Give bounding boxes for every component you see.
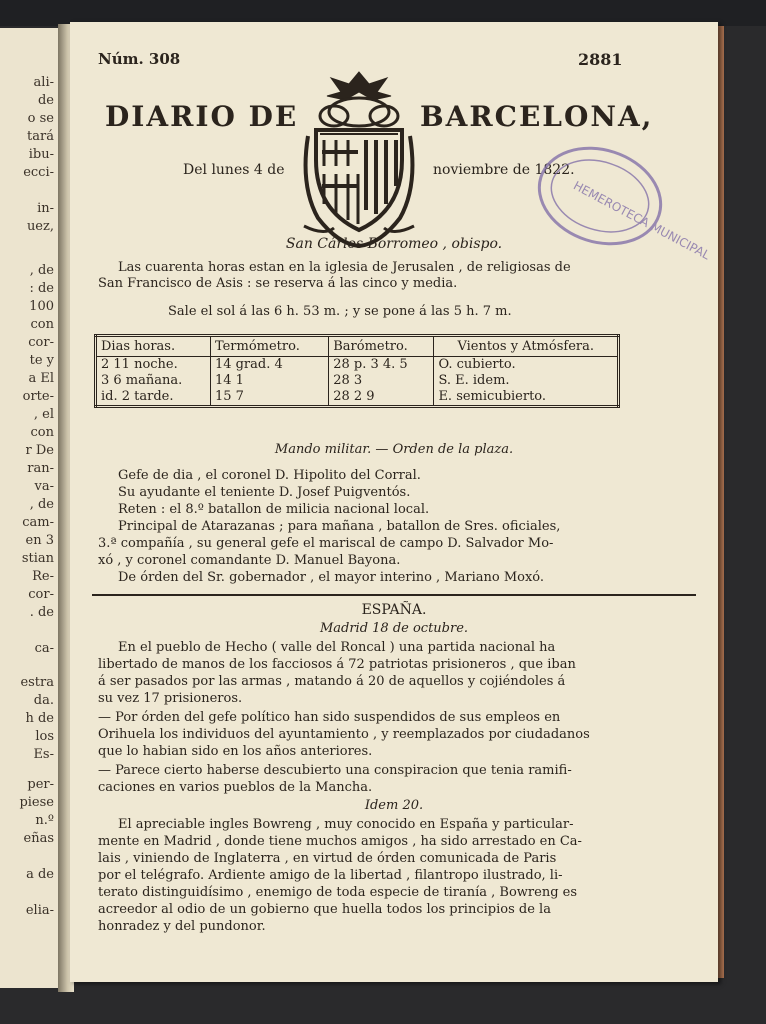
military-heading: Mando militar. — Orden de la plaza. [274, 442, 514, 457]
left-page-fragment: orte- [22, 389, 54, 404]
section-heading-espana: ESPAÑA. [361, 602, 427, 618]
military-line: Principal de Atarazanas ; para mañana , batallon de Sres. oficiales, [118, 519, 561, 534]
left-page-fragment: , de [29, 497, 54, 512]
article-line: libertado de manos de los facciosos á 72 patriotas prisioneros , que iban [98, 657, 576, 672]
article-line: honradez y del pundonor. [98, 919, 266, 934]
left-page-fragment: r De [25, 443, 54, 458]
left-page-fragment: cam- [22, 515, 54, 530]
col-dias-horas: Dias horas. [96, 336, 211, 357]
weather-header-row [96, 336, 619, 357]
left-page-fragment: va- [34, 479, 54, 494]
saint-of-day: San Cárlos Borromeo , obispo. [285, 236, 503, 252]
masthead-title-left: DIARIO DE [105, 100, 299, 133]
article-line: terato distinguidísimo , enemigo de toda especie de tiranía , Bowreng es [98, 885, 578, 900]
left-page-fragment: los [35, 729, 54, 744]
masthead-title-right: BARCELONA, [420, 100, 654, 133]
article-line: El apreciable ingles Bowreng , muy conocido en España y particular- [118, 817, 574, 832]
left-page-fragment: ran- [27, 461, 54, 476]
table-cell: 28 2 9 [329, 389, 434, 407]
date-line-right: noviembre de 1822. [433, 162, 575, 178]
section-divider [92, 594, 696, 596]
left-page-fragment: stian [21, 551, 54, 566]
left-page-fragment: 100 [29, 299, 54, 314]
stamp-text: HEMEROTECA MUNICIPAL [571, 178, 713, 263]
left-page-fragment: con [30, 425, 54, 440]
forty-hours-line-2: San Francisco de Asis : se reserva á las cinco y media. [98, 276, 458, 291]
article-line: lais , viniendo de Inglaterra , en virtud de órden comunicada de Paris [98, 851, 557, 866]
barcelona-coat-of-arms-icon [296, 66, 422, 250]
military-line: xó , y coronel comandante D. Manuel Bayona. [98, 553, 401, 568]
left-page-fragment: n.º [35, 813, 54, 828]
left-page-fragment: Es- [33, 747, 54, 762]
weather-table [94, 334, 620, 408]
table-cell: 2 11 noche. [96, 357, 211, 374]
page-number: 2881 [578, 50, 623, 69]
sunrise-sunset: Sale el sol á las 6 h. 53 m. ; y se pone á las 5 h. 7 m. [168, 304, 512, 319]
left-page-fragment: per- [27, 777, 54, 792]
left-page-fragment: o se [27, 111, 54, 126]
article-line: mente en Madrid , donde tiene muchos amigos , ha sido arrestado en Ca- [98, 834, 582, 849]
table-cell: 15 7 [210, 389, 328, 407]
left-page-fragment: , de [29, 263, 54, 278]
left-page-fragment: elia- [25, 903, 54, 918]
left-page-fragment: uez, [26, 219, 54, 234]
issue-number: Núm. 308 [98, 50, 181, 68]
dateline-idem: Idem 20. [364, 798, 424, 813]
left-page-fragment: te y [29, 353, 54, 368]
table-cell: 14 1 [210, 373, 328, 389]
military-line: Su ayudante el teniente D. Josef Puigventós. [118, 485, 411, 500]
table-cell: S. E. idem. [438, 373, 510, 388]
table-row [96, 357, 619, 374]
military-line: Reten : el 8.º batallon de milicia nacional local. [118, 502, 430, 517]
table-cell: id. 2 tarde. [96, 389, 211, 407]
military-line: 3.ª compañía , su general gefe el mariscal de campo D. Salvador Mo- [98, 536, 554, 551]
left-page-fragment: cor- [28, 335, 54, 350]
left-page-fragment: a El [28, 371, 54, 386]
military-line: De órden del Sr. gobernador , el mayor interino , Mariano Moxó. [118, 570, 545, 585]
article-line: Orihuela los individuos del ayuntamiento , y reemplazados por ciudadanos [98, 727, 590, 742]
left-page-fragment: da. [33, 693, 54, 708]
left-page-fragment: . de [29, 605, 54, 620]
left-page-margin [0, 28, 60, 988]
left-page-fragment: ibu- [28, 147, 54, 162]
table-row [96, 389, 619, 407]
left-page-fragment: tará [27, 129, 54, 144]
table-cell: 14 grad. 4 [210, 357, 328, 374]
forty-hours-line-1: Las cuarenta horas estan en la iglesia de Jerusalen , de religiosas de [118, 260, 571, 275]
left-page-fragment: en 3 [25, 533, 54, 548]
left-page-fragment: h de [25, 711, 54, 726]
left-page-fragment: ali- [33, 75, 54, 90]
left-page-fragment: Re- [32, 569, 54, 584]
col-termometro: Termómetro. [210, 336, 328, 357]
table-cell: 28 3 [329, 373, 434, 389]
newspaper-page [70, 22, 718, 982]
military-line: Gefe de dia , el coronel D. Hipolito del Corral. [118, 468, 421, 483]
left-page-fragment: con [30, 317, 54, 332]
article-line: que lo habian sido en los años anteriores. [98, 744, 373, 759]
article-line: En el pueblo de Hecho ( valle del Roncal ) una partida nacional ha [118, 640, 556, 655]
left-page-fragment: a de [26, 867, 54, 882]
col-vientos: Vientos y Atmósfera. [434, 336, 619, 357]
date-line-left: Del lunes 4 de [183, 162, 285, 178]
table-cell: E. semicubierto. [438, 389, 547, 404]
left-page-fragment: ecci- [23, 165, 54, 180]
left-page-fragment: : de [29, 281, 54, 296]
left-page-fragment: in- [37, 201, 54, 216]
table-cell: 3 6 mañana. [96, 373, 211, 389]
article-line: acreedor al odio de un gobierno que huella todos los principios de la [98, 902, 551, 917]
left-page-fragment: ca- [34, 641, 54, 656]
article-line: — Parece cierto haberse descubierto una conspiracion que tenia ramifi- [98, 763, 572, 778]
article-line: por el telégrafo. Ardiente amigo de la libertad , filantropo ilustrado, li- [98, 868, 563, 883]
table-row [96, 373, 619, 389]
table-cell: O. cubierto. [438, 357, 516, 372]
left-page-fragment: piese [19, 795, 54, 810]
left-page-fragment: , el [33, 407, 54, 422]
article-line: á ser pasados por las armas , matando á 20 de aquellos y cojiéndoles á [98, 674, 566, 689]
article-line: — Por órden del gefe político han sido suspendidos de sus empleos en [98, 710, 561, 725]
article-line: caciones en varios pueblos de la Mancha. [98, 780, 373, 795]
table-cell: 28 p. 3 4. 5 [329, 357, 434, 374]
article-line: su vez 17 prisioneros. [98, 691, 243, 706]
left-page-fragment: cor- [28, 587, 54, 602]
dateline-madrid: Madrid 18 de octubre. [319, 621, 469, 636]
left-page-fragment: eñas [23, 831, 54, 846]
left-page-fragment: estra [20, 675, 54, 690]
col-barometro: Barómetro. [329, 336, 434, 357]
left-page-fragment: de [37, 93, 54, 108]
